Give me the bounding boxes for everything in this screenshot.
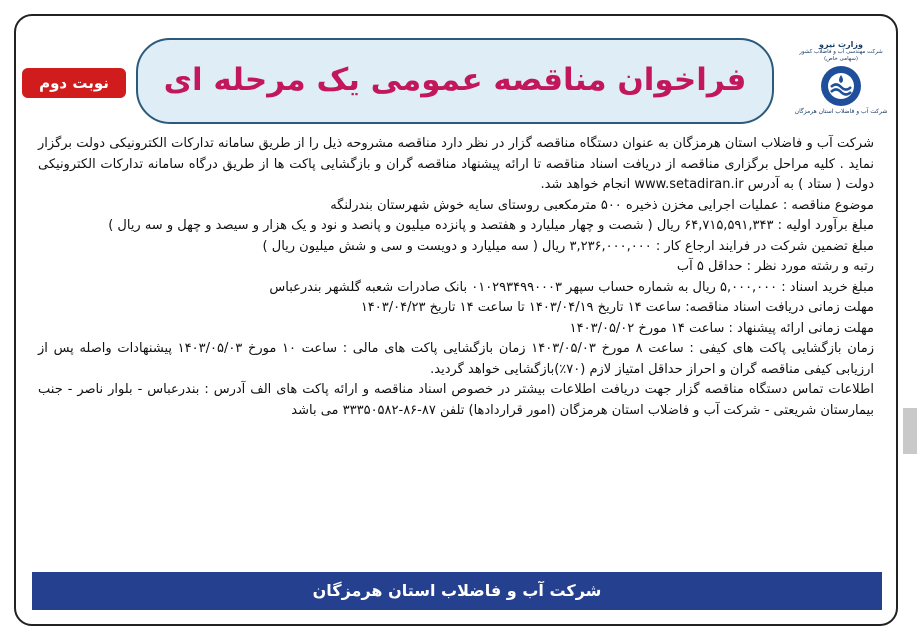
document-deadline: مهلت زمانی دریافت اسناد مناقصه: ساعت ۱۴ تاریخ ۱۴۰۳/۰۴/۱۹ تا ساعت ۱۴ تاریخ ۱۴۰۳/۰۴/۲۳ xyxy=(360,300,874,315)
footer-company-bar: شرکت آب و فاضلاب استان هرمزگان xyxy=(32,572,882,610)
logo-subtitle: شرکت مهندسی آب و فاضلاب کشور (سهامی خاص) xyxy=(799,49,883,62)
contractor-grade: رتبه و رشته مورد نظر : حداقل ۵ آب xyxy=(676,259,874,274)
document-price: مبلغ خرید اسناد : ۵,۰۰۰,۰۰۰ ریال به شماره حساب سپهر ۰۱۰۲۹۳۴۹۹۰۰۰۳ بانک صادرات شعبه گلشهر بندرعباس xyxy=(269,279,874,295)
opening-times: زمان بازگشایی پاکت های کیفی : ساعت ۸ مورخ ۱۴۰۳/۰۵/۰۳ زمان بازگشایی پاکت های مالی : ساعت ۱۰ مورخ ۱۴۰۳/۰۵/۰۳ پیشنهادات واصله پس از ارزیابی کیفی مناقصه گران و احراز حداقل امتیاز لازم (۷۰٪)بازگشایی خواهد گردید. xyxy=(38,341,874,377)
logo-company-name: شرکت آب و فاضلاب استان هرمزگان xyxy=(794,108,888,115)
initial-estimate: مبلغ برآورد اولیه : ۶۴,۷۱۵,۵۹۱,۳۴۳ ریال ( شصت و چهار میلیارد و هفتصد و پانزده میلیون و پانصد و نود و یک هزار و سیصد و چهل و سه ریال ) xyxy=(108,218,874,233)
tender-subject: موضوع مناقصه : عملیات اجرایی مخزن ذخیره ۵۰۰ مترمکعبی روستای سایه خوش شهرستان بندرلنگه xyxy=(330,197,874,213)
company-logo xyxy=(794,38,888,132)
guarantee-amount: مبلغ تضمین شرکت در فرایند ارجاع کار : ۳,۲۳۶,۰۰۰,۰۰۰ ریال ( سه میلیارد و دویست و سی و شش میلیون ریال ) xyxy=(262,238,874,254)
title-banner xyxy=(136,38,774,124)
scrollbar-thumb[interactable] xyxy=(903,408,917,454)
contact-info: اطلاعات تماس دستگاه مناقصه گزار جهت دریافت اطلاعات بیشتر در خصوص اسناد مناقصه و ارائه پاکت های الف آدرس : بندرعباس - بلوار ناصر - جنب بیمارستان شریعتی - شرکت آب و فاضلاب استان هرمزگان (امور قراردادها) تلفن ۸۷-۸۶-۳۳۳۵۰۵۸۲ می باشد xyxy=(38,382,874,418)
round-badge: نوبت دوم xyxy=(22,68,126,98)
intro-paragraph: شرکت آب و فاضلاب استان هرمزگان به عنوان دستگاه مناقصه گزار در نظر دارد مناقصه مشروحه ذیل را از طریق سامانه تدارکات الکترونیکی دولت برگزار نماید . کلیه مراحل برگزاری مناقصه از دریافت اسناد مناقصه تا ارائه پیشنهاد مناقصه گران و بازگشایی پاکت ها از طریق درگاه سامانه تدارکات الکترونیکی دولت ( ستاد ) به آدرس www.setadiran.ir انجام خواهد شد. xyxy=(38,136,874,192)
logo-ministry: وزارت نیرو xyxy=(819,40,863,49)
announcement-frame xyxy=(14,14,898,626)
page-title: فراخوان مناقصه عمومی یک مرحله ای xyxy=(163,62,747,98)
water-drop-icon xyxy=(821,66,861,106)
announcement-body xyxy=(38,134,874,421)
bid-deadline: مهلت زمانی ارائه پیشنهاد : ساعت ۱۴ مورخ ۱۴۰۳/۰۵/۰۲ xyxy=(569,320,874,336)
